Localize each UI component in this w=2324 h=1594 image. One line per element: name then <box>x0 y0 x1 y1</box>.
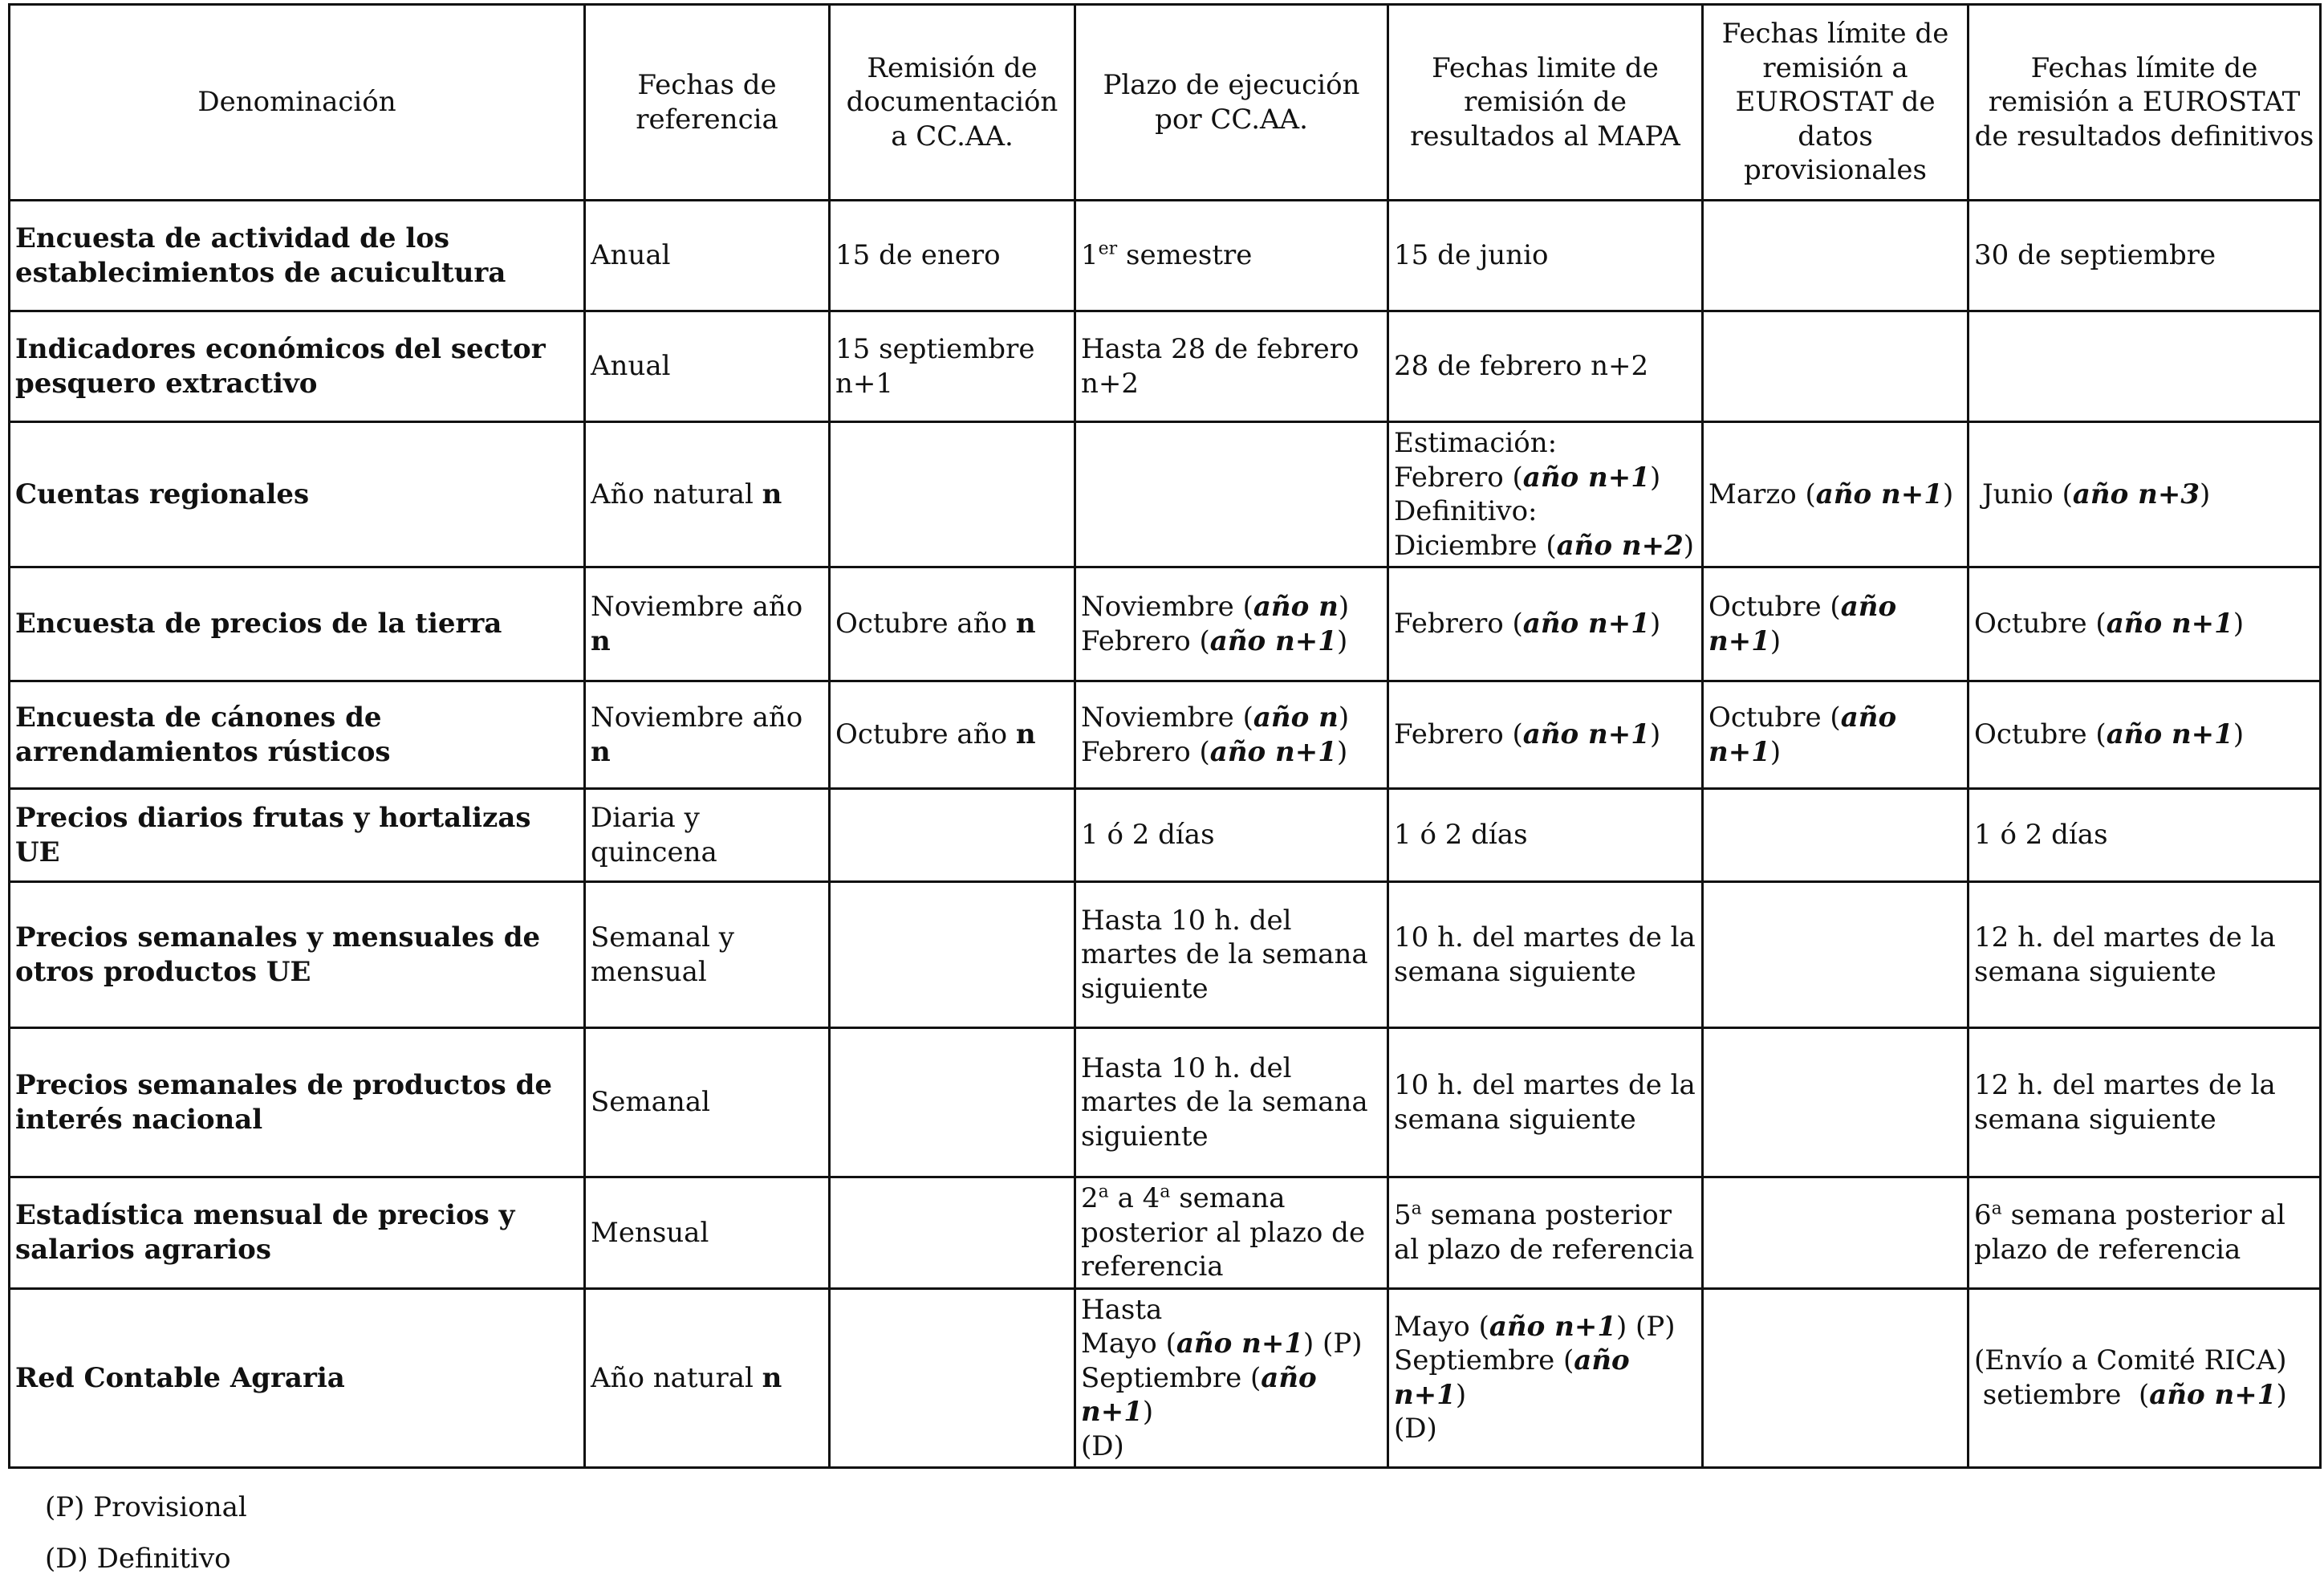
cell-mapa: 1 ó 2 días <box>1388 789 1703 882</box>
cell-eurostat-prov: Octubre (año n+1) <box>1703 567 1968 681</box>
header-remision-documentacion: Remisión de documentación a CC.AA. <box>830 5 1075 201</box>
cell-plazo: Hasta 10 h. del martes de la semana siguiente <box>1075 882 1388 1028</box>
cell-eurostat-prov <box>1703 789 1968 882</box>
cell-plazo: Hasta Mayo (año n+1) (P) Septiembre (año n+1) (D) <box>1075 1288 1388 1468</box>
cell-denominacion: Precios semanales de productos de interés nacional <box>10 1028 585 1177</box>
cell-remision-doc <box>830 882 1075 1028</box>
table-row <box>10 1028 2321 1177</box>
document-page <box>8 3 2319 1594</box>
cell-mapa: Febrero (año n+1) <box>1388 567 1703 681</box>
cell-referencia: Semanal y mensual <box>585 882 830 1028</box>
cell-eurostat-def: Octubre (año n+1) <box>1968 681 2321 789</box>
cell-referencia: Anual <box>585 311 830 422</box>
cell-plazo <box>1075 422 1388 567</box>
cell-referencia: Mensual <box>585 1177 830 1289</box>
header-fechas-referencia: Fechas de referencia <box>585 5 830 201</box>
cell-plazo: Noviembre (año n) Febrero (año n+1) <box>1075 567 1388 681</box>
cell-eurostat-def: 1 ó 2 días <box>1968 789 2321 882</box>
cell-remision-doc: 15 septiembre n+1 <box>830 311 1075 422</box>
cell-eurostat-prov <box>1703 882 1968 1028</box>
cell-denominacion: Cuentas regionales <box>10 422 585 567</box>
cell-eurostat-def: Junio (año n+3) <box>1968 422 2321 567</box>
footnote-provisional: (P) Provisional <box>45 1491 247 1523</box>
cell-mapa: Mayo (año n+1) (P) Septiembre (año n+1) (D) <box>1388 1288 1703 1468</box>
cell-denominacion: Encuesta de actividad de los establecimientos de acuicultura <box>10 201 585 311</box>
cell-plazo: 1 ó 2 días <box>1075 789 1388 882</box>
cell-mapa: Estimación: Febrero (año n+1) Definitivo: Diciembre (año n+2) <box>1388 422 1703 567</box>
cell-referencia: Noviembre año n <box>585 567 830 681</box>
calendar-table <box>8 3 2322 1469</box>
cell-plazo: 2$^a$ a 4$^a$ semana posterior al plazo de referencia <box>1075 1177 1388 1289</box>
cell-denominacion: Precios diarios frutas y hortalizas UE <box>10 789 585 882</box>
cell-denominacion: Encuesta de precios de la tierra <box>10 567 585 681</box>
cell-denominacion: Red Contable Agraria <box>10 1288 585 1468</box>
cell-plazo: Hasta 28 de febrero n+2 <box>1075 311 1388 422</box>
cell-referencia: Año natural n <box>585 1288 830 1468</box>
cell-denominacion: Indicadores económicos del sector pesquero extractivo <box>10 311 585 422</box>
table-row <box>10 422 2321 567</box>
footnote-definitivo: (D) Definitivo <box>45 1543 231 1575</box>
cell-referencia: Noviembre año n <box>585 681 830 789</box>
cell-eurostat-prov: Octubre (año n+1) <box>1703 681 1968 789</box>
cell-eurostat-def: 12 h. del martes de la semana siguiente <box>1968 1028 2321 1177</box>
cell-remision-doc <box>830 1288 1075 1468</box>
cell-eurostat-def <box>1968 311 2321 422</box>
header-remision-mapa: Fechas limite de remisión de resultados al MAPA <box>1388 5 1703 201</box>
cell-mapa: 10 h. del martes de la semana siguiente <box>1388 1028 1703 1177</box>
cell-eurostat-prov <box>1703 311 1968 422</box>
table-row <box>10 1288 2321 1468</box>
cell-remision-doc <box>830 789 1075 882</box>
cell-plazo: Noviembre (año n) Febrero (año n+1) <box>1075 681 1388 789</box>
table-row <box>10 201 2321 311</box>
table-row <box>10 882 2321 1028</box>
cell-mapa: 15 de junio <box>1388 201 1703 311</box>
footnotes <box>8 1491 2319 1594</box>
cell-eurostat-def: 6$^a$ semana posterior al plazo de referencia <box>1968 1177 2321 1289</box>
cell-mapa: 10 h. del martes de la semana siguiente <box>1388 882 1703 1028</box>
table-row <box>10 567 2321 681</box>
cell-remision-doc <box>830 1028 1075 1177</box>
cell-eurostat-prov <box>1703 1177 1968 1289</box>
cell-mapa: Febrero (año n+1) <box>1388 681 1703 789</box>
header-eurostat-definitivos: Fechas límite de remisión a EUROSTAT de resultados definitivos <box>1968 5 2321 201</box>
cell-eurostat-def: Octubre (año n+1) <box>1968 567 2321 681</box>
header-denominacion: Denominación <box>10 5 585 201</box>
cell-denominacion: Precios semanales y mensuales de otros productos UE <box>10 882 585 1028</box>
header-eurostat-provisionales: Fechas límite de remisión a EUROSTAT de datos provisionales <box>1703 5 1968 201</box>
cell-remision-doc: Octubre año n <box>830 567 1075 681</box>
cell-eurostat-prov: Marzo (año n+1) <box>1703 422 1968 567</box>
cell-eurostat-prov <box>1703 201 1968 311</box>
table-row <box>10 681 2321 789</box>
cell-remision-doc <box>830 1177 1075 1289</box>
cell-referencia: Año natural n <box>585 422 830 567</box>
cell-plazo: Hasta 10 h. del martes de la semana siguiente <box>1075 1028 1388 1177</box>
table-row <box>10 1177 2321 1289</box>
cell-referencia: Semanal <box>585 1028 830 1177</box>
cell-eurostat-def: 30 de septiembre <box>1968 201 2321 311</box>
header-row <box>10 5 2321 201</box>
cell-eurostat-def: 12 h. del martes de la semana siguiente <box>1968 882 2321 1028</box>
cell-eurostat-prov <box>1703 1028 1968 1177</box>
cell-denominacion: Estadística mensual de precios y salarios agrarios <box>10 1177 585 1289</box>
table-row <box>10 789 2321 882</box>
cell-remision-doc: 15 de enero <box>830 201 1075 311</box>
cell-eurostat-prov <box>1703 1288 1968 1468</box>
cell-mapa: 5$^a$ semana posterior al plazo de referencia <box>1388 1177 1703 1289</box>
table-row <box>10 311 2321 422</box>
cell-eurostat-def: (Envío a Comité RICA) setiembre (año n+1) <box>1968 1288 2321 1468</box>
header-plazo-ejecucion: Plazo de ejecución por CC.AA. <box>1075 5 1388 201</box>
cell-remision-doc: Octubre año n <box>830 681 1075 789</box>
cell-plazo: 1er semestre <box>1075 201 1388 311</box>
cell-mapa: 28 de febrero n+2 <box>1388 311 1703 422</box>
cell-referencia: Diaria y quincena <box>585 789 830 882</box>
cell-denominacion: Encuesta de cánones de arrendamientos rústicos <box>10 681 585 789</box>
cell-referencia: Anual <box>585 201 830 311</box>
cell-remision-doc <box>830 422 1075 567</box>
